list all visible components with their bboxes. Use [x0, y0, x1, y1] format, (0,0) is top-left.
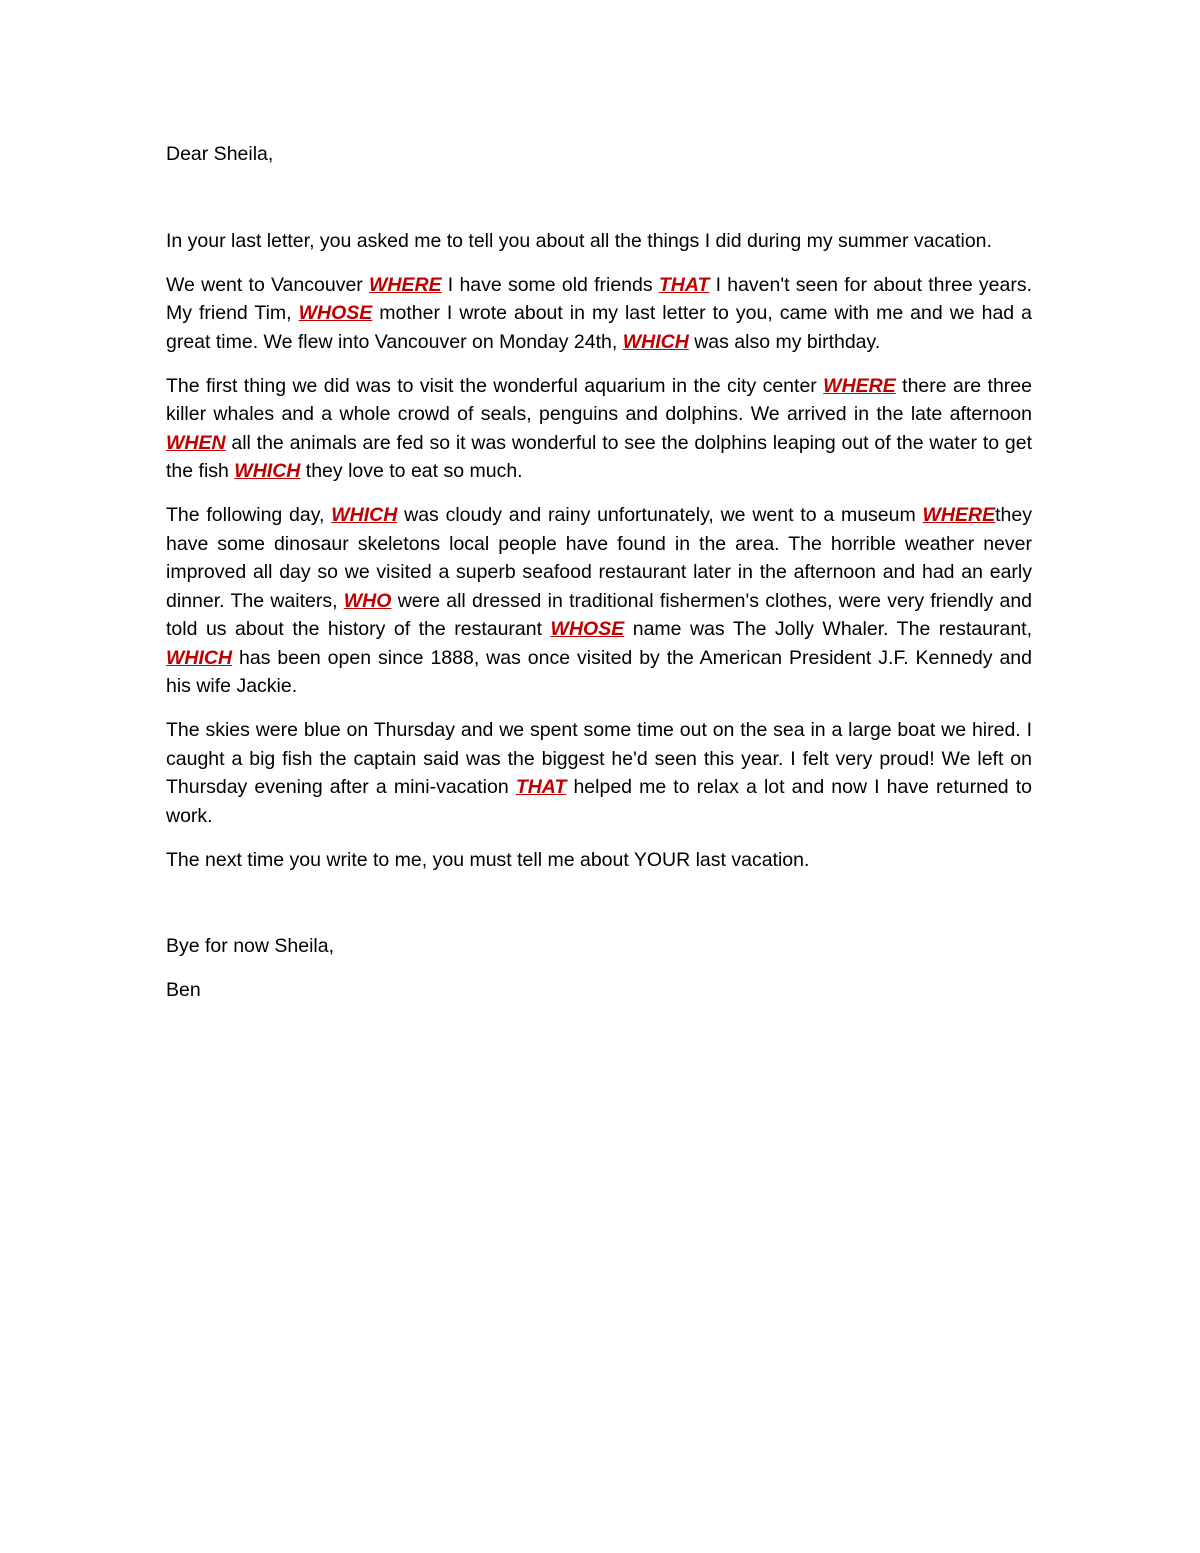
keyword-whose: WHOSE	[298, 302, 373, 324]
keyword-which: WHICH	[234, 460, 301, 482]
signature: Ben	[166, 979, 201, 1001]
keyword-that: THAT	[658, 273, 710, 296]
text-segment: The skies were blue on Thursday and we spent some time out on the sea in a large boat we hired. I caught a big fish the captain said was the biggest he'd seen this year. I felt very proud! We left on Thursday evening after a mini-vacation	[166, 719, 1032, 798]
closing: Bye for now Sheila,	[166, 935, 335, 957]
text-segment: The following day,	[166, 504, 332, 526]
salutation: Dear Sheila,	[166, 143, 274, 165]
text-segment: were all dressed in traditional fishermen's clothes, were very friendly and told us about the history of the restaurant	[166, 589, 1033, 640]
keyword-where: WHERE	[922, 504, 996, 526]
keyword-where: WHERE	[823, 374, 896, 397]
text-segment: has been open since 1888, was once visited by the American President J.F. Kennedy and his wife Jackie.	[166, 646, 1032, 697]
text-segment: name was The Jolly Whaler. The restaurant,	[624, 618, 1032, 640]
keyword-which: WHICH	[622, 330, 689, 353]
text-segment: I have some old friends	[441, 273, 659, 296]
letter-body	[166, 140, 1032, 1005]
text-segment: I haven't seen for about three years. My friend Tim,	[166, 273, 1032, 324]
keyword-where: WHERE	[369, 273, 442, 296]
text-segment: We went to Vancouver	[166, 273, 369, 296]
text-segment: they have some dinosaur skeletons local people have found in the area. The horrible weather never improved all day so we visited a superb seafood restaurant later in the afternoon and had an early dinner. The waiters,	[166, 504, 1032, 612]
keyword-which: WHICH	[331, 504, 398, 526]
paragraph-4	[166, 501, 1032, 701]
keyword-which: WHICH	[166, 646, 233, 669]
keyword-that: THAT	[515, 776, 567, 798]
paragraph-2	[166, 271, 1032, 357]
text-segment: all the animals are fed so it was wonderful to see the dolphins leaping out of the water to get the fish	[166, 431, 1032, 482]
text-segment: was cloudy and rainy unfortunately, we went to a museum	[397, 504, 923, 526]
text-segment: there are three killer whales and a whole crowd of seals, penguins and dolphins. We arrived in the late afternoon	[166, 374, 1032, 425]
keyword-when: WHEN	[166, 431, 226, 454]
paragraph-3	[166, 372, 1032, 486]
keyword-who: WHO	[343, 589, 392, 612]
paragraph-1: In your last letter, you asked me to tell you about all the things I did during my summer vacation.	[166, 229, 992, 252]
text-segment: was also my birthday.	[688, 330, 881, 353]
paragraph-5	[166, 716, 1032, 830]
keyword-whose: WHOSE	[550, 618, 625, 640]
text-segment: The first thing we did was to visit the wonderful aquarium in the city center	[166, 374, 824, 397]
paragraph-6: The next time you write to me, you must tell me about YOUR last vacation.	[166, 848, 810, 871]
text-segment: helped me to relax a lot and now I have returned to work.	[166, 776, 1033, 827]
text-segment: they love to eat so much.	[300, 460, 523, 482]
text-segment: mother I wrote about in my last letter to you, came with me and we had a great time. We flew into Vancouver on Monday 24th,	[166, 302, 1032, 353]
